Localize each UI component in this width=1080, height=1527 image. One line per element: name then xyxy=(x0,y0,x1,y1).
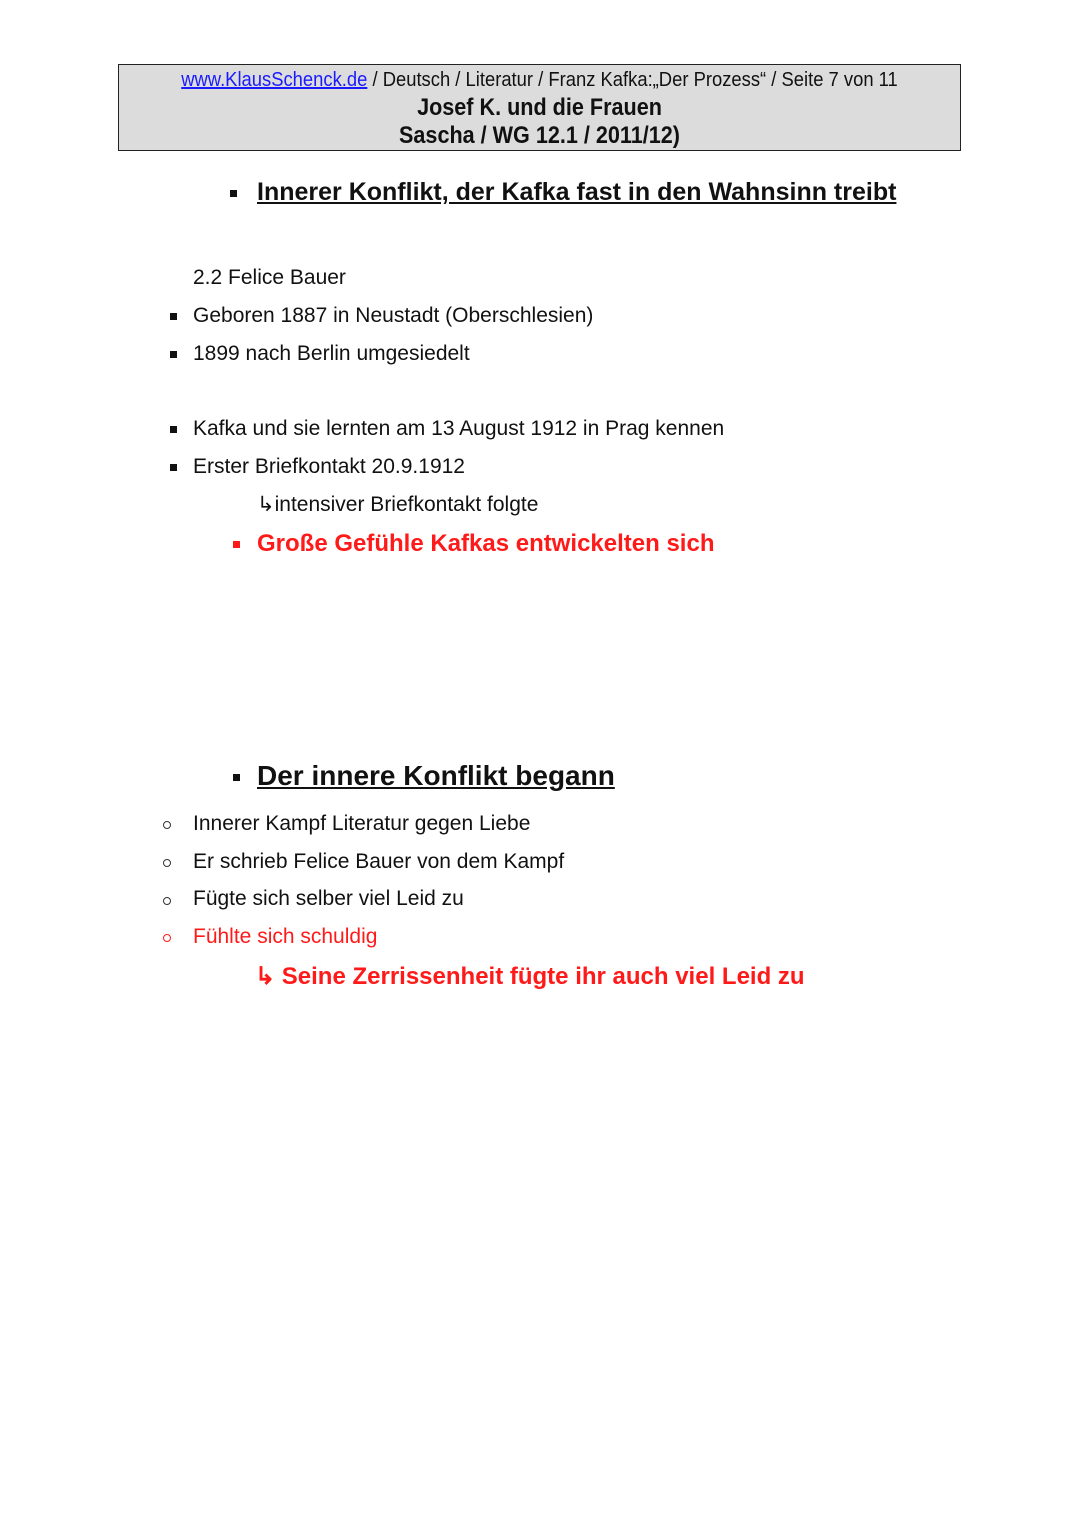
arrow-line: ↳intensiver Briefkontakt folgte xyxy=(257,493,539,516)
header-subtitle: Sascha / WG 12.1 / 2011/12) xyxy=(399,122,680,149)
bullet-circle-icon xyxy=(163,859,171,867)
section1-heading: Innerer Konflikt, der Kafka fast in den Wahnsinn treibt xyxy=(257,178,897,206)
bullet-square-icon xyxy=(230,190,237,197)
bullet-square-icon xyxy=(170,464,177,471)
list-item: 1899 nach Berlin umgesiedelt xyxy=(193,342,470,365)
bullet-circle-icon xyxy=(163,821,171,829)
bullet-circle-icon xyxy=(163,934,171,942)
list-item: Innerer Kampf Literatur gegen Liebe xyxy=(193,812,531,835)
list-item: Kafka und sie lernten am 13 August 1912 in Prag kennen xyxy=(193,417,725,440)
list-item: Fügte sich selber viel Leid zu xyxy=(193,887,464,910)
list-item: Geboren 1887 in Neustadt (Oberschlesien) xyxy=(193,304,594,327)
document-header xyxy=(118,64,961,151)
list-item: Erster Briefkontakt 20.9.1912 xyxy=(193,455,465,478)
highlight-statement: Große Gefühle Kafkas entwickelten sich xyxy=(257,530,715,557)
bullet-square-icon xyxy=(170,426,177,433)
list-item: Fühlte sich schuldig xyxy=(193,925,378,948)
section2-title: 2.2 Felice Bauer xyxy=(193,266,346,289)
source-link[interactable]: www.KlausSchenck.de xyxy=(181,69,368,91)
conclusion-statement: ↳ Seine Zerrissenheit fügte ihr auch viel Leid zu xyxy=(255,963,805,990)
header-source-line xyxy=(153,69,927,92)
bullet-square-icon xyxy=(233,541,240,548)
bullet-square-icon xyxy=(170,351,177,358)
section3-heading: Der innere Konflikt begann xyxy=(257,760,615,791)
header-path: / Deutsch / Literatur / Franz Kafka:„Der Prozess“ / Seite 7 von 11 xyxy=(367,69,898,91)
bullet-square-icon xyxy=(233,774,240,781)
list-item: Er schrieb Felice Bauer von dem Kampf xyxy=(193,850,565,873)
bullet-circle-icon xyxy=(163,897,171,905)
header-title: Josef K. und die Frauen xyxy=(417,94,662,121)
bullet-square-icon xyxy=(170,313,177,320)
